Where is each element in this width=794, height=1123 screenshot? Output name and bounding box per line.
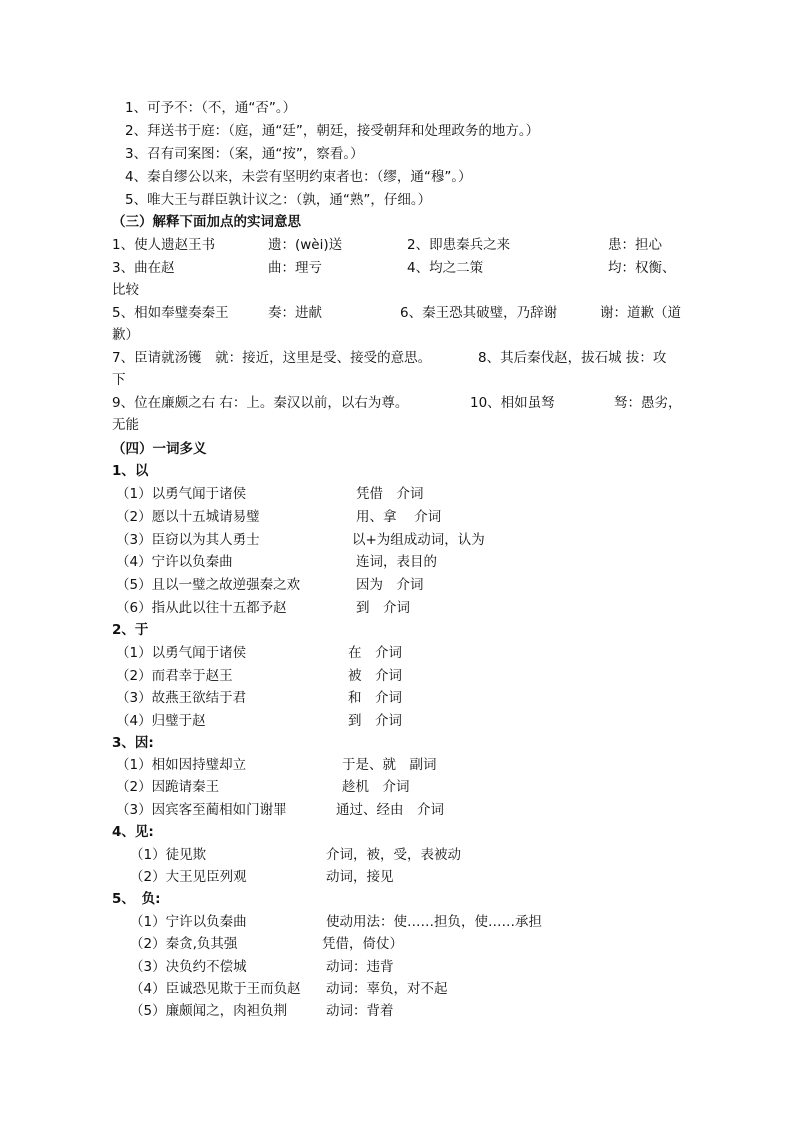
example-meaning: 趁机 介词 bbox=[342, 779, 410, 795]
example-sentence: （3）故燕王欲结于君 bbox=[116, 690, 247, 706]
example-meaning: 到 介词 bbox=[356, 600, 410, 616]
example-sentence: （5）廉颇闻之，肉袒负荆 bbox=[130, 1003, 288, 1019]
example-meaning: 用、拿 介词 bbox=[356, 509, 442, 525]
shici-item: 9、位在廉颇之右 右：上。秦汉以前，以右为尊。 bbox=[112, 395, 409, 411]
example-sentence: （1）徒见欺 bbox=[130, 847, 207, 863]
section-3-heading: （三）解释下面加点的实词意思 bbox=[112, 214, 301, 230]
shici-meaning: 患：担心 bbox=[608, 237, 662, 253]
example-sentence: （3）决负约不偿城 bbox=[130, 959, 247, 975]
tongjia-item: 3、召有司案图：（案，通“按”，察看。） bbox=[125, 146, 364, 162]
tongjia-item: 2、拜送书于庭：（庭，通“廷”，朝廷，接受朝拜和处理政务的地方。） bbox=[125, 123, 540, 139]
example-meaning: 使动用法：使……担负，使……承担 bbox=[326, 914, 542, 930]
shici-item: 10、相如虽驽 bbox=[470, 395, 555, 411]
example-sentence: （1）以勇气闻于诸侯 bbox=[116, 486, 247, 502]
shici-meaning: 曲：理亏 bbox=[268, 260, 322, 276]
example-sentence: （4）臣诚恐见欺于王而负赵 bbox=[130, 981, 301, 997]
example-sentence: （5）且以一璧之故逆强秦之欢 bbox=[116, 577, 301, 593]
shici-item: 6、秦王恐其破璧，乃辞谢 bbox=[400, 305, 558, 321]
shici-item: 1、使人遗赵王书 bbox=[112, 237, 216, 253]
example-meaning: 动词：违背 bbox=[326, 959, 394, 975]
shici-meaning: 驽：愚劣， bbox=[614, 395, 682, 411]
example-sentence: （1）宁许以负秦曲 bbox=[130, 914, 247, 930]
group-heading: 5、 负: bbox=[112, 891, 161, 907]
shici-item: 3、曲在赵 bbox=[112, 260, 175, 276]
example-sentence: （2）因跪请秦王 bbox=[116, 779, 220, 795]
shici-item: 4、均之二策 bbox=[407, 260, 484, 276]
example-meaning: 动词：背着 bbox=[326, 1003, 394, 1019]
example-sentence: （1）相如因持璧却立 bbox=[116, 757, 247, 773]
example-meaning: 于是、就 副词 bbox=[342, 757, 437, 773]
tongjia-item: 1、可予不：（不，通“否”。） bbox=[125, 100, 297, 116]
example-sentence: （6）指从此以往十五都予赵 bbox=[116, 600, 287, 616]
shici-meaning-cont: 无能 bbox=[112, 417, 139, 433]
example-meaning: 凭借 介词 bbox=[356, 486, 424, 502]
tongjia-item: 5、唯大王与群臣孰计议之：（孰，通“熟”，仔细。） bbox=[125, 192, 432, 208]
example-meaning: 动词，接见 bbox=[326, 869, 394, 885]
group-heading: 1、以 bbox=[112, 463, 149, 479]
example-meaning: 到 介词 bbox=[348, 713, 402, 729]
example-meaning: 被 介词 bbox=[348, 668, 402, 684]
example-sentence: （3）臣窃以为其人勇士 bbox=[116, 532, 260, 548]
tongjia-item: 4、秦自缪公以来，未尝有坚明约束者也：（缪，通“穆”。） bbox=[125, 169, 472, 185]
example-meaning: 在 介词 bbox=[348, 645, 402, 661]
example-meaning: 和 介词 bbox=[348, 690, 402, 706]
example-meaning: 以+为组成动词，认为 bbox=[352, 532, 485, 548]
example-meaning: 通过、经由 介词 bbox=[336, 802, 444, 818]
shici-meaning: 均：权衡、 bbox=[608, 260, 676, 276]
shici-meaning: 谢：道歉（道 bbox=[600, 305, 681, 321]
group-heading: 3、因: bbox=[112, 735, 154, 751]
example-sentence: （4）宁许以负秦曲 bbox=[116, 554, 233, 570]
shici-meaning-cont: 下 bbox=[112, 372, 126, 388]
section-4-heading: （四）一词多义 bbox=[112, 441, 207, 457]
example-sentence: （2）秦贪,负其强 bbox=[130, 936, 238, 952]
example-meaning: 凭借，倚仗） bbox=[322, 936, 403, 952]
example-meaning: 因为 介词 bbox=[356, 577, 424, 593]
example-sentence: （1）以勇气闻于诸侯 bbox=[116, 645, 247, 661]
example-sentence: （4）归璧于赵 bbox=[116, 713, 206, 729]
shici-meaning: 奏：进献 bbox=[268, 305, 322, 321]
shici-meaning-cont: 歉） bbox=[112, 327, 139, 343]
example-sentence: （3）因宾客至蔺相如门谢罪 bbox=[116, 802, 287, 818]
example-meaning: 动词：辜负，对不起 bbox=[326, 981, 448, 997]
group-heading: 2、于 bbox=[112, 622, 149, 638]
group-heading: 4、见: bbox=[112, 824, 154, 840]
example-sentence: （2）而君幸于赵王 bbox=[116, 668, 233, 684]
example-meaning: 连词，表目的 bbox=[356, 554, 437, 570]
shici-meaning: 遗：(wèi)送 bbox=[268, 237, 343, 253]
shici-item: 7、臣请就汤镬 就：接近，这里是受、接受的意思。 bbox=[112, 350, 432, 366]
example-meaning: 介词，被，受，表被动 bbox=[326, 847, 461, 863]
example-sentence: （2）大王见臣列观 bbox=[130, 869, 247, 885]
shici-item: 5、相如奉璧奏秦王 bbox=[112, 305, 229, 321]
shici-meaning-cont: 比较 bbox=[112, 282, 139, 298]
shici-item: 8、其后秦伐赵，拔石城 拔：攻 bbox=[478, 350, 667, 366]
example-sentence: （2）愿以十五城请易璧 bbox=[116, 509, 260, 525]
shici-item: 2、即患秦兵之来 bbox=[407, 237, 511, 253]
